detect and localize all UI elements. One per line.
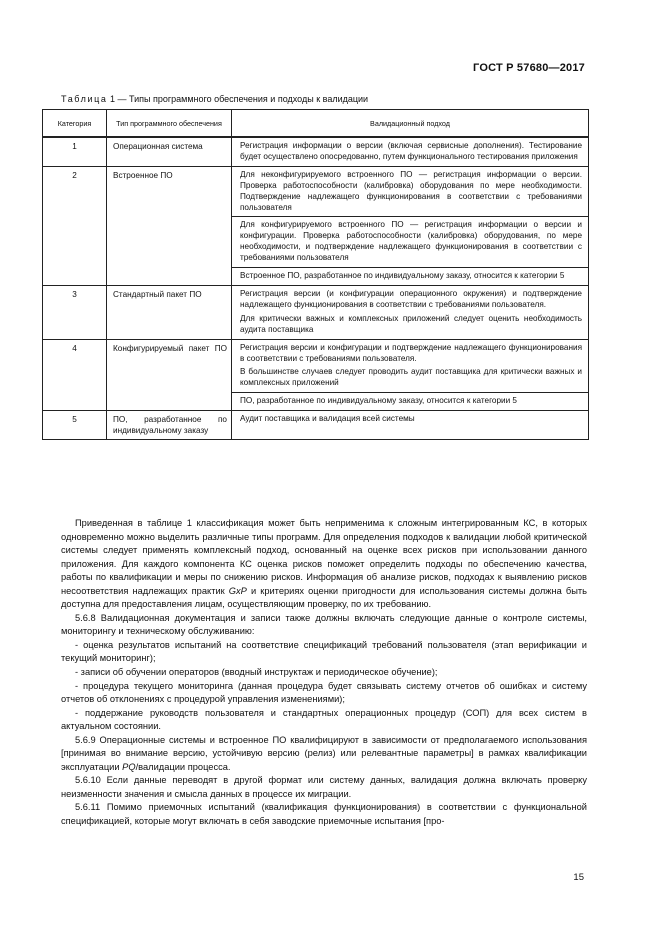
row-approach: Регистрация версии (и конфигурации операционного окружения) и подтверждение надлежащего функционирования в соответствии с требованиями пользователя.	[240, 288, 582, 309]
table-header-row	[43, 110, 589, 138]
row-approach: Для конфигурируемого встроенного ПО — регистрация информации о версии и конфигурации. Проверка работоспособности (калибровка) оборудования, по мере необходимости, и подтверждение надлежащего функционирования в соответствии с требованиями пользователя	[232, 217, 589, 268]
list-item: - процедура текущего мониторинга (данная процедура будет связывать систему отчетов об ошибках и систему отчетов об отклонениях с процедурой управления изменениями);	[61, 680, 587, 705]
row-approach: Встроенное ПО, разработанное по индивидуальному заказу, относится к категории 5	[232, 268, 589, 286]
row-approach: Для неконфигурируемого встроенного ПО — регистрация информации о версии. Проверка работоспособности (калибровка) оборудования по мере необходимости. Подтверждение надлежащего функционирования в соответствии с требованиями пользователя	[232, 166, 589, 217]
row-category: 2	[43, 166, 107, 285]
column-header-approach: Валидационный подход	[232, 110, 589, 138]
row-type: Конфигурируемый пакет ПО	[107, 339, 232, 411]
row-category: 3	[43, 285, 107, 339]
row-category: 5	[43, 411, 107, 440]
list-item: - записи об обучении операторов (вводный инструктаж и периодическое обучение);	[75, 667, 438, 678]
row-type: ПО, разработанное по индивидуальному заказу	[107, 411, 232, 440]
gxp-term: GxP	[228, 585, 247, 596]
table-row	[43, 339, 589, 393]
row-approach: Аудит поставщика и валидация всей системы	[232, 411, 589, 440]
row-type: Встроенное ПО	[107, 166, 232, 285]
row-approach-group	[232, 285, 589, 339]
standard-number: ГОСТ Р 57680—2017	[473, 62, 585, 74]
table-row	[43, 137, 589, 166]
table-row	[43, 166, 589, 217]
body-text	[61, 517, 587, 829]
row-approach: ПО, разработанное по индивидуальному заказу, относится к категории 5	[232, 393, 589, 411]
clause-5-6-8: 5.6.8 Валидационная документация и записи также должны включать следующие данные о контроле системы, мониторингу и техническому обслуживанию:	[61, 612, 587, 637]
row-category: 4	[43, 339, 107, 411]
table-row	[43, 411, 589, 440]
table-caption-label: Таблица	[61, 94, 108, 104]
row-approach: Регистрация информации о версии (включая сервисные дополнения). Тестирование будет осуществлено опосредованно, путем функционального тестирования приложения	[232, 137, 589, 166]
table-caption-text: 1 — Типы программного обеспечения и подходы к валидации	[107, 94, 369, 104]
paragraph-text: 5.6.9 Операционные системы и встроенное ПО квалифицируют в зависимости от предполагаемого использования [принимая во внимание версию, устойчивую версию (релиз) или релевантные параметры] в рамках квалификации эксплуатации	[61, 734, 587, 772]
clause-5-6-11: 5.6.11 Помимо приемочных испытаний (квалификация функционирования) в соответствии с функциональной спецификацией, которые могут включать в себя заводские приемочные испытания [про-	[61, 802, 587, 827]
validation-table	[42, 109, 589, 440]
paragraph-text: и критериях оценки пригодности для использования системы должна быть доступна для предоставления лицам, осуществляющим проверку, по их требованию.	[61, 585, 587, 610]
row-approach: В большинстве случаев следует проводить аудит поставщика для критически важных и комплексных приложений	[240, 367, 582, 388]
page-number: 15	[573, 872, 584, 883]
list-item: - поддержание руководств пользователя и стандартных операционных процедур (СОП) для всех систем в актуальном состоянии.	[61, 707, 587, 732]
column-header-type: Тип программного обеспечения	[107, 110, 232, 138]
paragraph-text: Приведенная в таблице 1 классификация может быть неприменима к сложным интегрированным КС, в которых одновременно можно выделить различные типы программ. Для определения подходов к валидации любой критической системы следует применять комплексный подход, основанный на оценке всех рисков при использовании данного приложения. Для каждого компонента КС оценка рисков поможет определить подходы по обеспечению качества, работы по квалификации и меры по снижению рисков. Информация об анализе рисков, подходах к выявлению рисков несоответствия надлежащих практик	[61, 518, 587, 596]
row-approach: Регистрация версии и конфигурации и подтверждение надлежащего функционирования в соответствии с требованиями пользователя.	[240, 342, 582, 363]
row-type: Стандартный пакет ПО	[107, 285, 232, 339]
table-caption	[61, 94, 368, 104]
column-header-category: Категория	[43, 110, 107, 138]
paragraph	[61, 517, 587, 612]
clause-5-6-9	[61, 734, 587, 775]
row-category: 1	[43, 137, 107, 166]
clause-5-6-10: 5.6.10 Если данные переводят в другой формат или систему данных, валидация должна включать проверку неизменности значения и смысла данных в процессе их миграции.	[61, 775, 587, 799]
table-row	[43, 285, 589, 339]
row-approach-group	[232, 339, 589, 393]
row-type: Операционная система	[107, 137, 232, 166]
row-approach: Для критически важных и комплексных приложений следует оценить необходимость аудита поставщика	[240, 313, 582, 334]
pq-term: PQ	[122, 761, 136, 772]
list-item: - оценка результатов испытаний на соответствие спецификаций требований пользователя (этап верификации и текущий мониторинг);	[61, 639, 587, 664]
paragraph-text: /валидации процесса.	[135, 761, 231, 772]
